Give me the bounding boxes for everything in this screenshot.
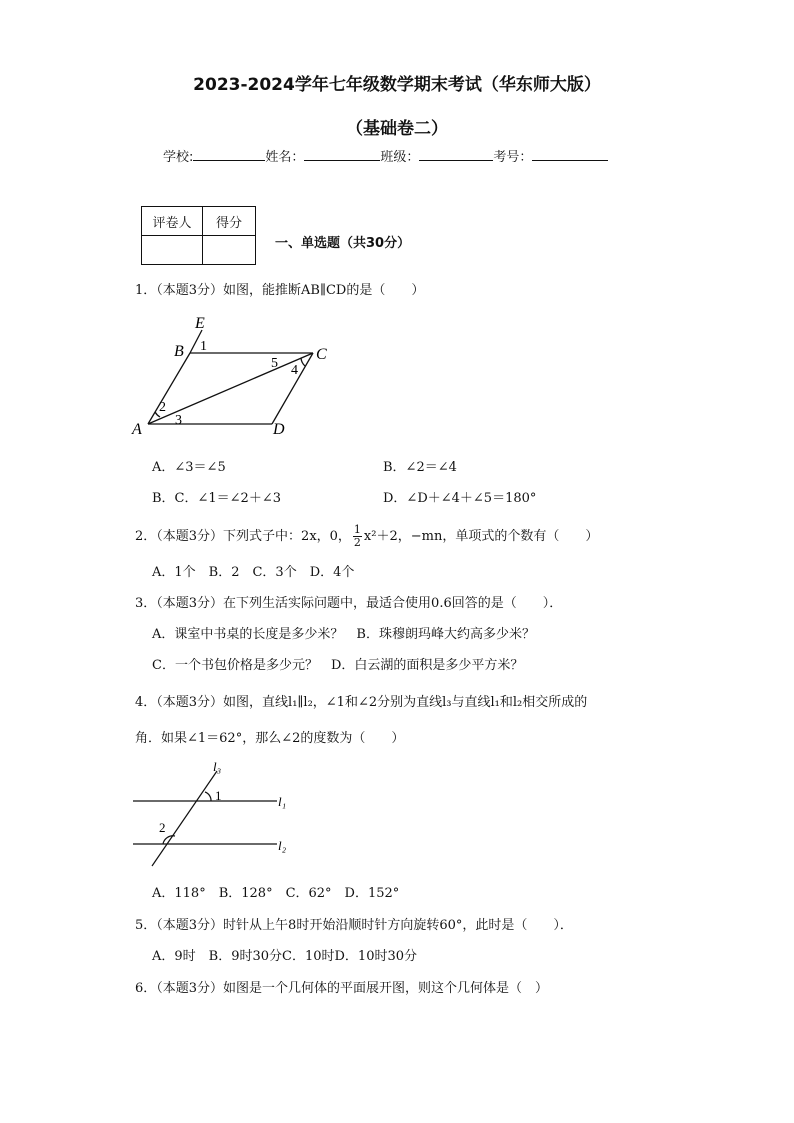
grader-header: 评卷人 [142,207,203,236]
q3-options-cd[interactable]: C．一个书包价格是多少元？ D．白云湖的面积是多少平方米？ [152,658,524,673]
q4-stem-line1: 4．（本题3分）如图，直线l₁∥l₂，∠1和∠2分别为直线l₃与直线l₁和l₂相交所成的 [135,695,588,710]
point-d-label: D [273,421,285,438]
q1-option-d[interactable]: D．∠D＋∠4＋∠5＝180° [383,491,537,506]
q2-stem [135,524,598,549]
q6-stem: 6．（本题3分）如图是一个几何体的平面展开图，则这个几何体是（ ） [135,981,549,996]
line-l1-label: l₁ [278,794,287,809]
q2-options[interactable]: A．1个 B．2 C．3个 D．4个 [152,565,355,580]
student-info-row [163,146,608,165]
section-heading: 一、单选题（共30分） [275,236,411,251]
q2-fraction-numerator: 1 [353,523,361,536]
q1-option-b[interactable]: B．∠2＝∠4 [383,460,457,475]
score-cell[interactable] [203,236,256,265]
line-l2-label: l₂ [278,838,287,853]
q4-stem-line2: 角．如果∠1＝62°，那么∠2的度数为（ ） [135,731,405,746]
exam-subtitle: （基础卷二） [346,119,448,139]
q1-option-c[interactable]: B．C．∠1＝∠2＋∠3 [152,491,281,506]
point-b-label: B [174,343,184,360]
id-label: 考号： [493,150,533,165]
class-label: 班级： [380,150,420,165]
q2-fraction [353,524,362,549]
q2-stem-prefix: 2．（本题3分）下列式子中：2x，0， [135,529,351,544]
angle-2-label: 2 [159,400,166,415]
angle-4-label: 4 [291,363,298,378]
name-label: 姓名： [265,150,305,165]
angle-3-label: 3 [175,413,182,428]
angle-2-label: 2 [159,820,166,835]
point-e-label: E [195,315,205,332]
q1-stem: 1．（本题3分）如图，能推断AB∥CD的是（ ） [135,283,425,298]
q2-stem-suffix: x²＋2，−mn，单项式的个数有（ ） [363,529,599,544]
q1-parallelogram-figure [130,308,340,438]
angle-1-label: 1 [215,788,222,803]
school-label: 学校: [163,150,194,165]
class-field[interactable] [419,148,493,161]
name-field[interactable] [304,148,380,161]
score-table [141,206,256,265]
school-field[interactable] [193,148,265,161]
point-a-label: A [132,421,142,438]
q2-fraction-denominator: 2 [353,536,361,549]
angle-5-label: 5 [271,356,278,371]
grader-cell[interactable] [142,236,203,265]
score-header: 得分 [203,207,256,236]
angle-1-label: 1 [200,339,207,354]
q3-options-ab[interactable]: A．课室中书桌的长度是多少米？ B．珠穆朗玛峰大约高多少米？ [152,627,535,642]
q4-options[interactable]: A．118° B．128° C．62° D．152° [152,886,400,901]
line-l3-label: l₃ [213,759,222,774]
q5-stem: 5．（本题3分）时针从上午8时开始沿顺时针方向旋转60°，此时是（ ）． [135,918,573,933]
exam-title: 2023-2024学年七年级数学期末考试（华东师大版） [193,75,601,95]
q4-parallel-lines-figure [125,756,300,871]
id-field[interactable] [532,148,608,161]
q3-stem: 3．（本题3分）在下列生活实际问题中，最适合使用0.6回答的是（ ）． [135,596,563,611]
q5-options[interactable]: A．9时 B．9时30分C．10时D．10时30分 [152,949,418,964]
q1-option-a[interactable]: A．∠3＝∠5 [152,460,226,475]
point-c-label: C [316,346,327,363]
